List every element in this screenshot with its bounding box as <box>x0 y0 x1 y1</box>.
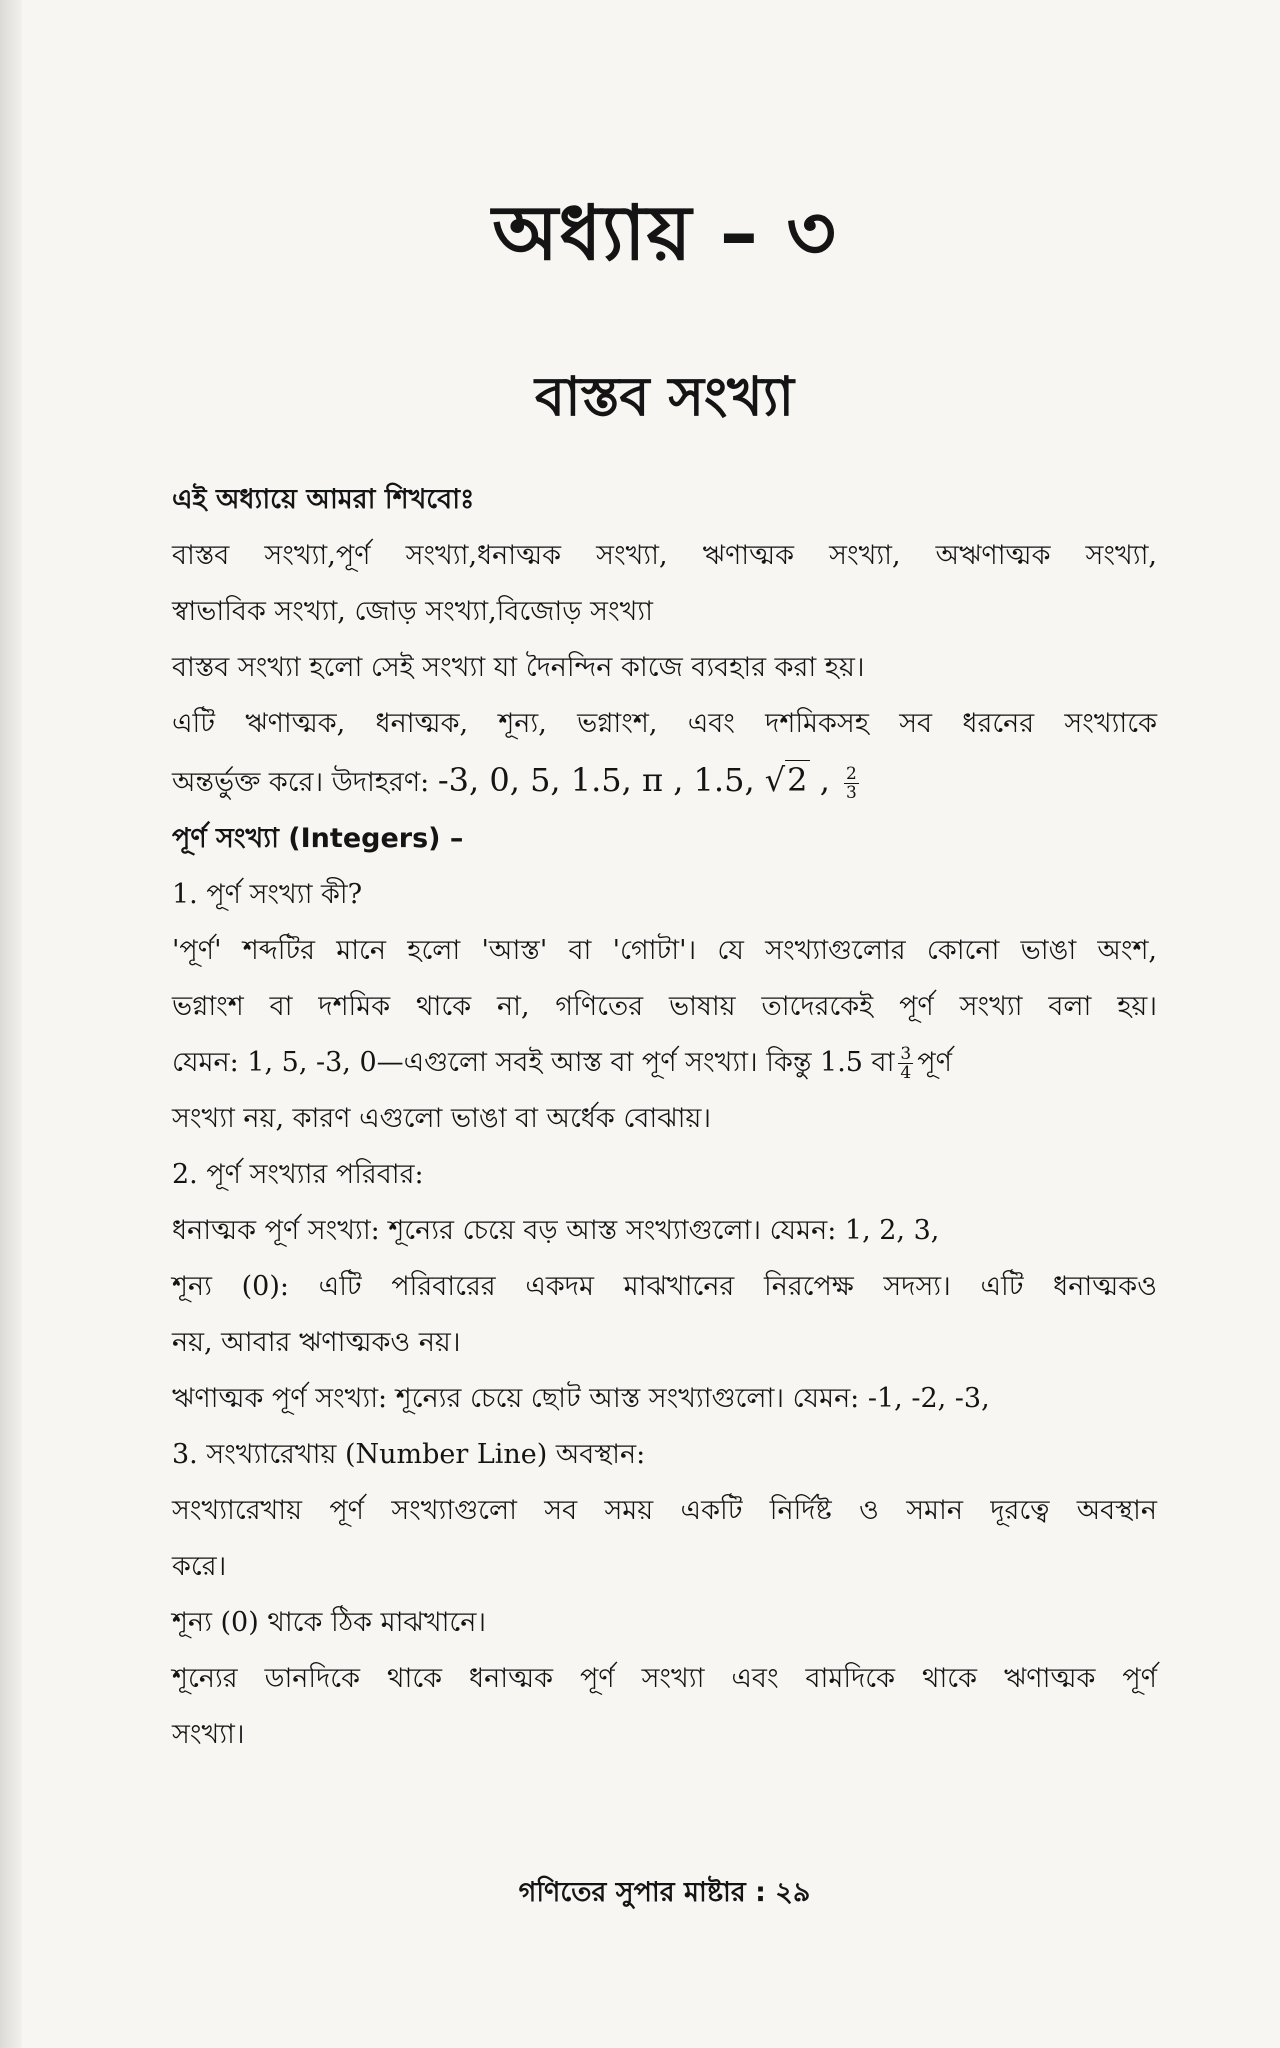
example-fraction-denominator: 3 <box>846 783 857 803</box>
sqrt-radicand: 2 <box>787 761 808 799</box>
learning-heading: এই অধ্যায়ে আমরা শিখবোঃ <box>172 484 475 515</box>
number-line-line-2: করে। <box>172 1551 227 1582</box>
question-3: 3. সংখ্যারেখায় (Number Line) অবস্থান: <box>172 1439 646 1470</box>
topics-line-1: বাস্তব সংখ্যা,পূর্ণ সংখ্যা,ধনাত্মক সংখ্যা, ঋণাত্মক সংখ্যা, অঋণাত্মক সংখ্যা, <box>172 540 1157 571</box>
answer-1-line-4: সংখ্যা নয়, কারণ এগুলো ভাঙা বা অর্ধেক বোঝায়। <box>172 1103 712 1134</box>
integers-heading: পূর্ণ সংখ্যা (Integers) – <box>172 823 464 854</box>
question-1: 1. পূর্ণ সংখ্যা কী? <box>172 879 363 910</box>
answer-1-line-3-text: যেমন: 1, 5, -3, 0—এগুলো সবই আস্ত বা পূর্ণ সংখ্যা। কিন্তু 1.5 বা <box>172 1047 895 1078</box>
number-line-zero: শূন্য (0) থাকে ঠিক মাঝখানে। <box>172 1607 487 1638</box>
real-number-definition: বাস্তব সংখ্যা হলো সেই সংখ্যা যা দৈনন্দিন কাজে ব্যবহার করা হয়। <box>172 652 865 683</box>
page-footer: গণিতের সুপার মাষ্টার : ২৯ <box>518 1877 811 1908</box>
zero-line-1: শূন্য (0): এটি পরিবারের একদম মাঝখানের নিরপেক্ষ সদস্য। এটি ধনাত্মকও <box>172 1271 1157 1302</box>
example-fraction-numerator: 2 <box>846 764 857 784</box>
answer-1-fraction-numerator: 3 <box>900 1044 912 1064</box>
zero-line-2: নয়, আবার ঋণাত্মকও নয়। <box>172 1327 461 1358</box>
examples-values: -3, 0, 5, 1.5, π , 1.5, <box>437 761 765 799</box>
example-fraction <box>844 765 859 802</box>
sqrt-example: √2 <box>764 761 808 799</box>
examples-separator: , <box>809 761 841 799</box>
chapter-title: অধ্যায় – ৩ <box>492 188 837 277</box>
positive-integers: ধনাত্মক পূর্ণ সংখ্যা: শূন্যের চেয়ে বড় আস্ত সংখ্যাগুলো। যেমন: 1, 2, 3, <box>172 1215 940 1246</box>
number-line-sides-line-2: সংখ্যা। <box>172 1719 245 1750</box>
answer-1-line-3 <box>172 1035 1157 1091</box>
number-line-sides-line-1: শূন্যের ডানদিকে থাকে ধনাত্মক পূর্ণ সংখ্যা এবং বামদিকে থাকে ঋণাত্মক পূর্ণ <box>172 1663 1157 1694</box>
answer-1-fraction-denominator: 4 <box>900 1063 912 1083</box>
number-line-line-1: সংখ্যারেখায় পূর্ণ সংখ্যাগুলো সব সময় একটি নির্দিষ্ট ও সমান দূরত্বে অবস্থান <box>172 1495 1157 1526</box>
section-title: বাস্তব সংখ্যা <box>534 365 795 428</box>
answer-1-line-3-end: পূর্ণ <box>917 1047 952 1078</box>
page-body <box>172 472 1157 1763</box>
examples-label: অন্তর্ভুক্ত করে। উদাহরণ: <box>172 767 438 798</box>
topics-line-2: স্বাভাবিক সংখ্যা, জোড় সংখ্যা,বিজোড় সংখ্যা <box>172 596 653 627</box>
includes-line-1: এটি ঋণাত্মক, ধনাত্মক, শূন্য, ভগ্নাংশ, এবং দশমিকসহ সব ধরনের সংখ্যাকে <box>172 708 1157 739</box>
negative-integers: ঋণাত্মক পূর্ণ সংখ্যা: শূন্যের চেয়ে ছোট আস্ত সংখ্যাগুলো। যেমন: -1, -2, -3, <box>172 1383 990 1414</box>
examples-line <box>172 752 1157 811</box>
answer-1-line-1: 'পূর্ণ' শব্দটির মানে হলো 'আস্ত' বা 'গোটা'। যে সংখ্যাগুলোর কোনো ভাঙা অংশ, <box>172 935 1157 966</box>
page-binding-edge <box>0 0 22 2048</box>
question-2: 2. পূর্ণ সংখ্যার পরিবার: <box>172 1159 424 1190</box>
answer-1-fraction <box>898 1045 913 1082</box>
answer-1-line-2: ভগ্নাংশ বা দশমিক থাকে না, গণিতের ভাষায় তাদেরকেই পূর্ণ সংখ্যা বলা হয়। <box>172 991 1157 1022</box>
